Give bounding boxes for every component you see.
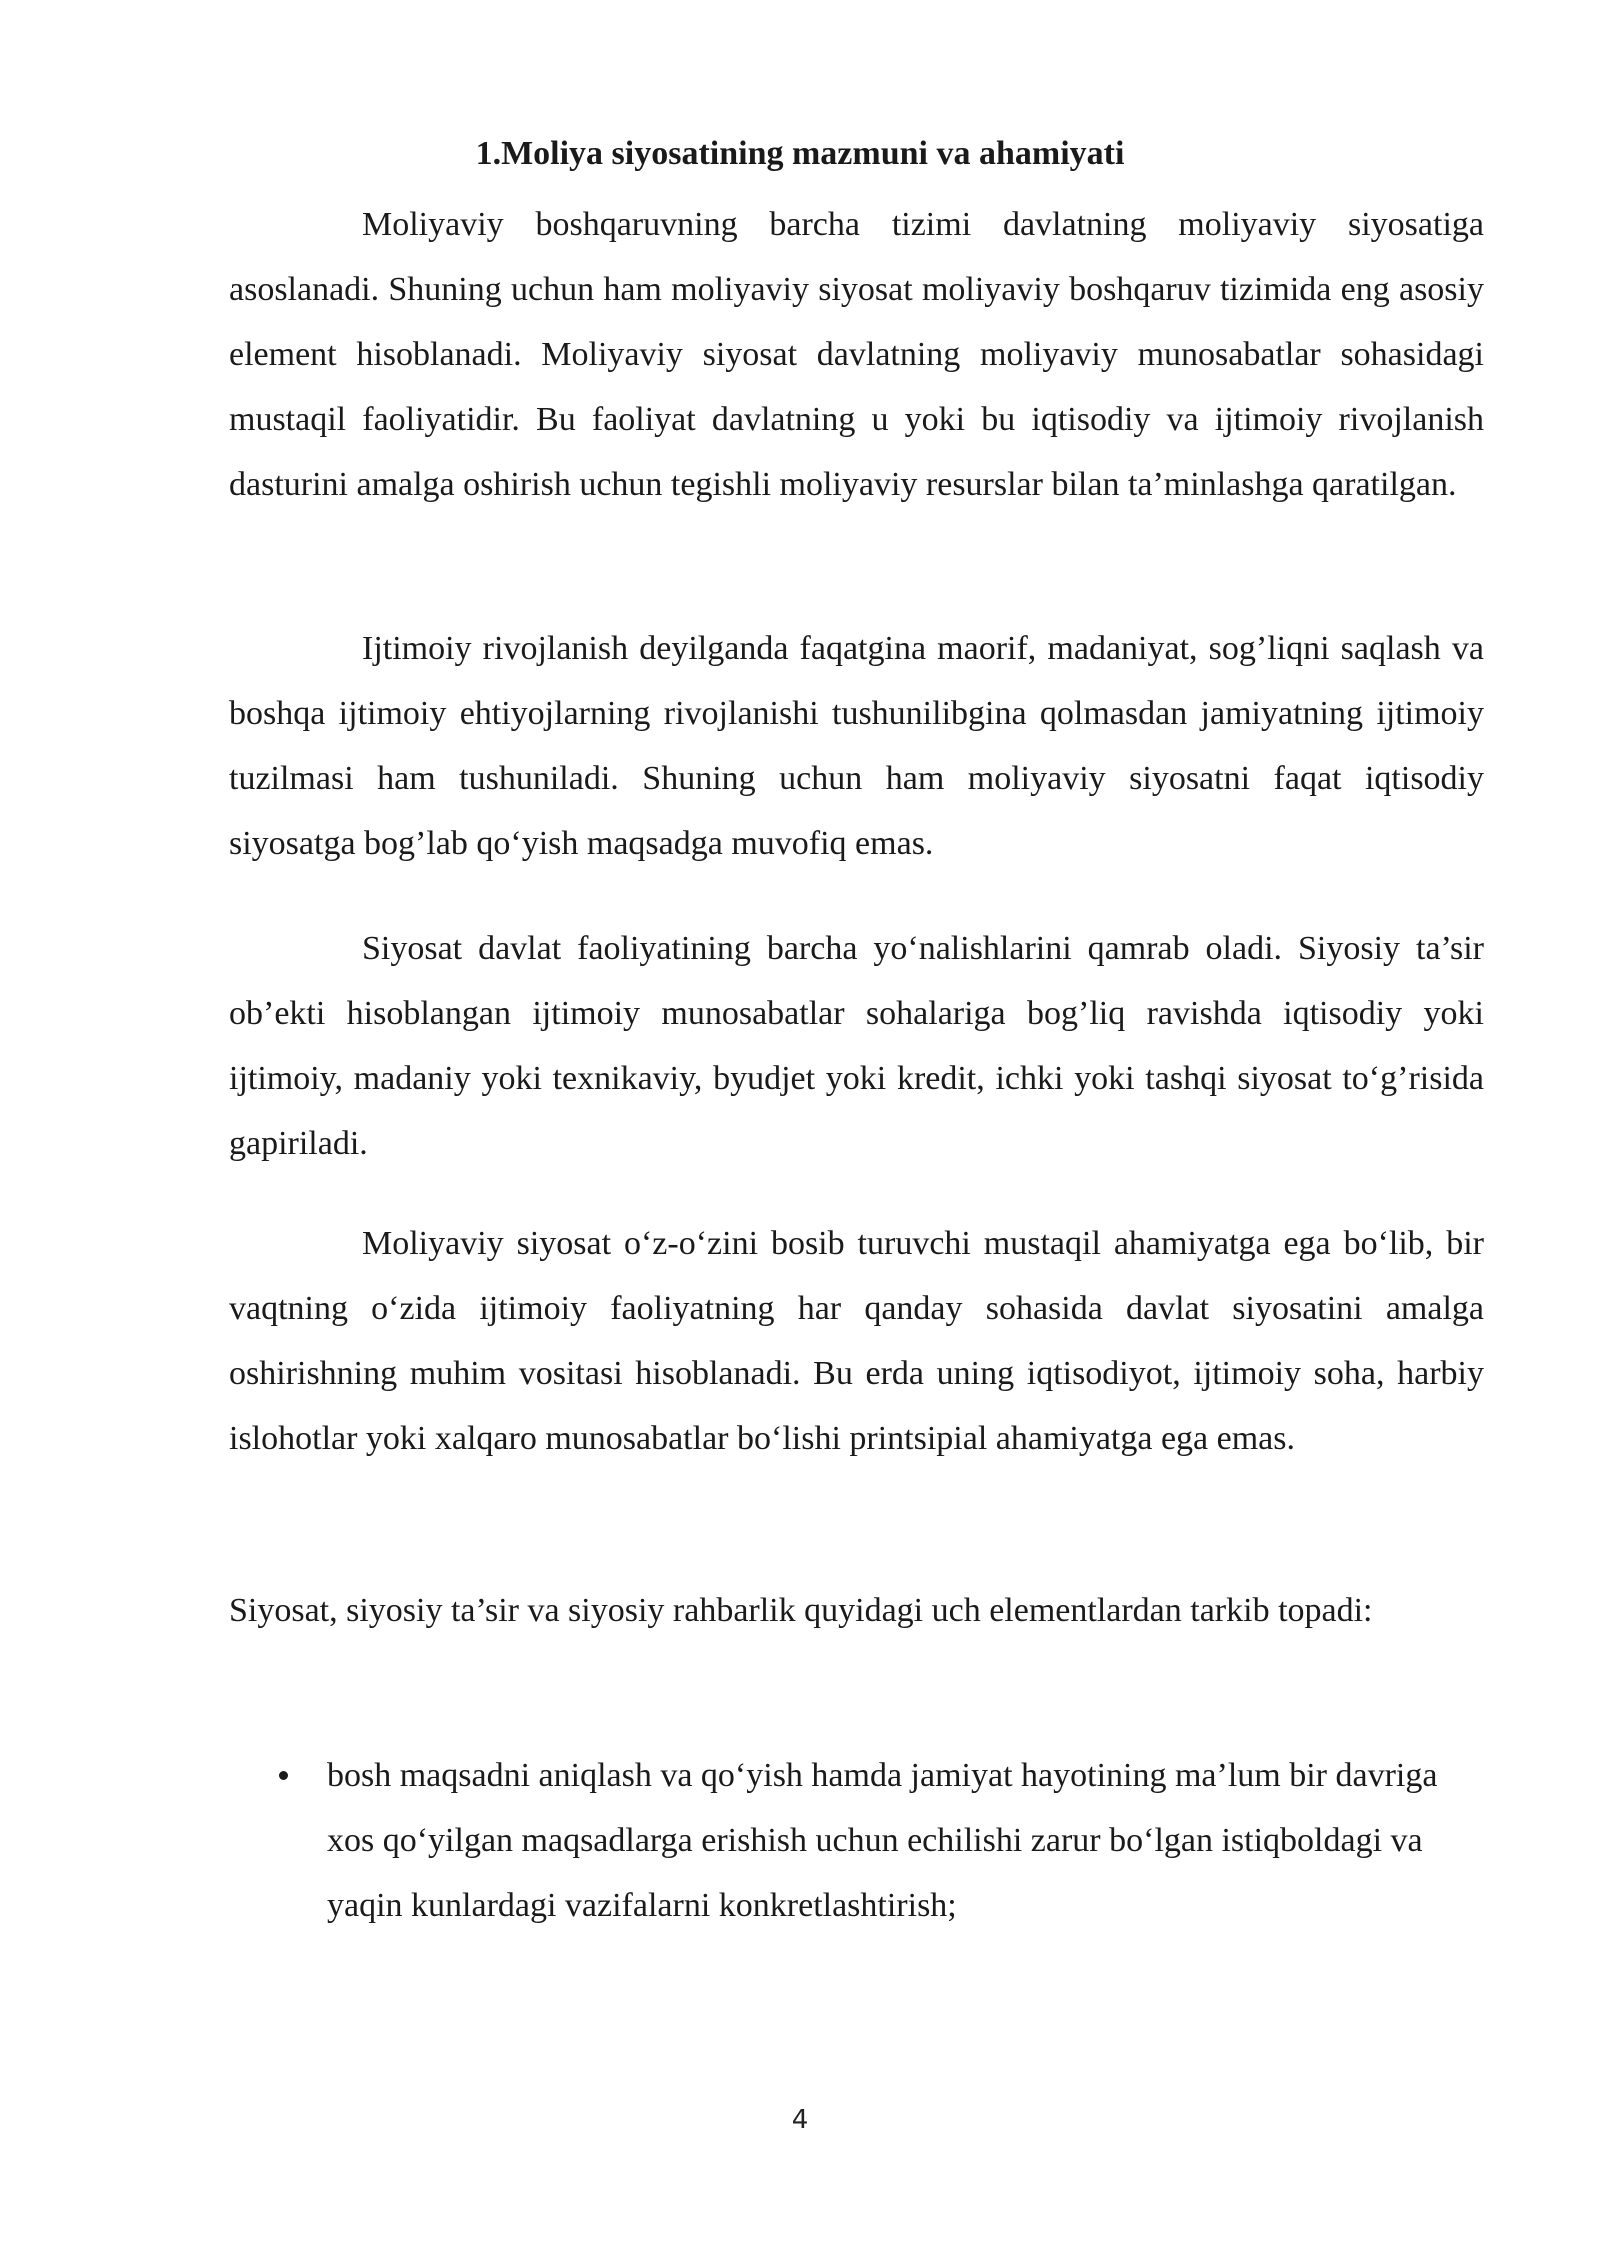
paragraph-financial-policy-importance: Moliyaviy siyosat o‘z-o‘zini bosib turuvchi mustaqil ahamiyatga ega bo‘lib, bir vaqtning o‘zida ijtimoiy faoliyatning har qanday sohasida davlat siyosatini amalga oshirishning muhim vositasi hisoblanadi. Bu erda uning iqtisodiyot, ijtimoiy soha, harbiy islohotlar yoki xalqaro munosabatlar bo‘lishi printsipial ahamiyatga ega emas. [229,1225,1484,1457]
list-item-text: bosh maqsadni aniqlash va qo‘yish hamda jamiyat hayotining ma’lum bir davriga xos qo‘yilgan maqsadlarga erishish uchun echilishi zarur bo‘lgan istiqboldagi va yaqin kunlardagi vazifalarni konkretlashtirish; [327,1757,1438,1924]
section-heading: 1.Moliya siyosatining mazmuni va ahamiyati [475,135,1125,172]
page-number: 4 [791,2105,809,2135]
paragraph-financial-management: Moliyaviy boshqaruvning barcha tizimi davlatning moliyaviy siyosatiga asoslanadi. Shuning uchun ham moliyaviy siyosat moliyaviy boshqaruv tizimida eng asosiy element hisoblanadi. Moliyaviy siyosat davlatning moliyaviy munosabatlar sohasidagi mustaqil faoliyatidir. Bu faoliyat davlatning u yoki bu iqtisodiy va ijtimoiy rivojlanish dasturini amalga oshirish uchun tegishli moliyaviy resurslar bilan ta’minlashga qaratilgan. [229,206,1484,503]
paragraph-policy-directions: Siyosat davlat faoliyatining barcha yo‘nalishlarini qamrab oladi. Siyosiy ta’sir ob’ekti hisoblangan ijtimoiy munosabatlar sohalariga bog’liq ravishda iqtisodiy yoki ijtimoiy, madaniy yoki texnikaviy, byudjet yoki kredit, ichki yoki tashqi siyosat to‘g’risida gapiriladi. [229,930,1484,1162]
bullet-icon [279,1771,288,1780]
paragraph-policy-elements-intro: Siyosat, siyosiy ta’sir va siyosiy rahbarlik quyidagi uch elementlardan tarkib topadi: [229,1592,1373,1629]
policy-elements-list [229,1743,1484,1938]
paragraph-social-development: Ijtimoiy rivojlanish deyilganda faqatgina maorif, madaniyat, sog’liqni saqlash va boshqa ijtimoiy ehtiyojlarning rivojlanishi tushunilibgina qolmasdan jamiyatning ijtimoiy tuzilmasi ham tushuniladi. Shuning uchun ham moliyaviy siyosatni faqat iqtisodiy siyosatga bog’lab qo‘yish maqsadga muvofiq emas. [229,630,1484,862]
list-item [229,1743,1484,1938]
